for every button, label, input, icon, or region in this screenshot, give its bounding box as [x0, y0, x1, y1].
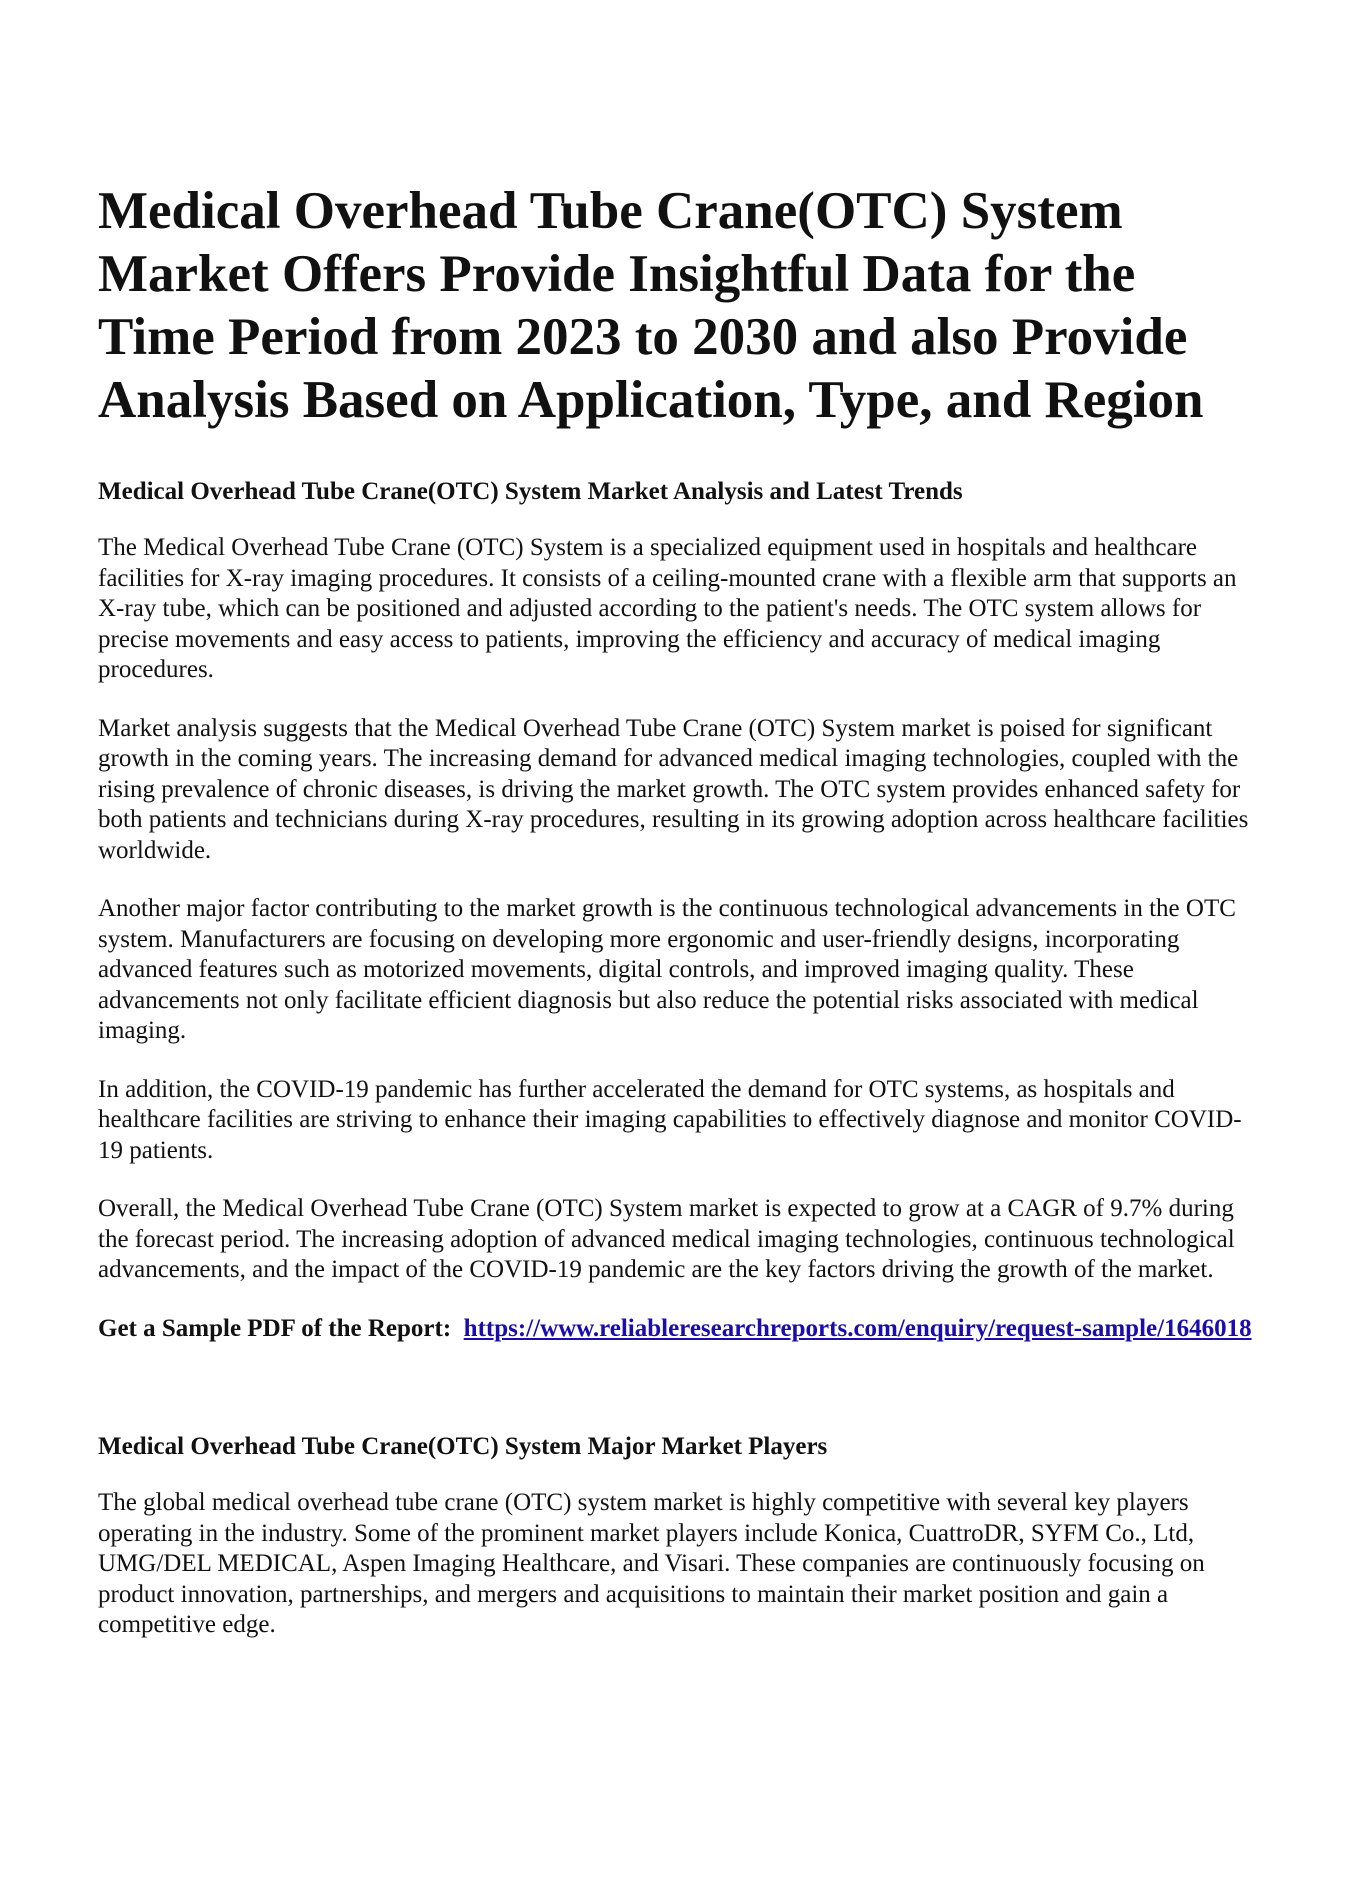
- sample-pdf-link[interactable]: https://www.reliableresearchreports.com/enquiry/request-sample/1646018: [463, 1314, 1252, 1342]
- paragraph-overview: The Medical Overhead Tube Crane (OTC) System is a specialized equipment used in hospitals and healthcare facilities for X-ray imaging procedures. It consists of a ceiling-mounted crane with a flexible arm that supports an X-ray tube, which can be positioned and adjusted according to the patient's needs. The OTC system allows for precise movements and easy access to patients, improving the efficiency and accuracy of medical imaging procedures.: [98, 534, 1237, 683]
- paragraph-market-players: The global medical overhead tube crane (OTC) system market is highly competitive with several key players operating in the industry. Some of the prominent market players include Konica, CuattroDR, SYFM Co., Ltd, UMG/DEL MEDICAL, Aspen Imaging Healthcare, and Visari. These companies are continuously focusing on product innovation, partnerships, and mergers and acquisitions to maintain their market position and gain a competitive edge.: [98, 1489, 1205, 1638]
- paragraph-cagr-summary: Overall, the Medical Overhead Tube Crane (OTC) System market is expected to grow at a CAGR of 9.7% during the forecast period. The increasing adoption of advanced medical imaging technologies, continuous technological advancements, and the impact of the COVID-19 pandemic are the key factors driving the growth of the market.: [98, 1195, 1235, 1283]
- document-page: [98, 180, 1258, 1641]
- page-title: Medical Overhead Tube Crane(OTC) System Market Offers Provide Insightful Data for the Time Period from 2023 to 2030 and also Provide Analysis Based on Application, Type, and Region: [98, 182, 1204, 429]
- paragraph-market-analysis: Market analysis suggests that the Medical Overhead Tube Crane (OTC) System market is poised for significant growth in the coming years. The increasing demand for advanced medical imaging technologies, coupled with the rising prevalence of chronic diseases, is driving the market growth. The OTC system provides enhanced safety for both patients and technicians during X-ray procedures, resulting in its growing adoption across healthcare facilities worldwide.: [98, 714, 1249, 864]
- paragraph-covid-impact: In addition, the COVID-19 pandemic has further accelerated the demand for OTC systems, as hospitals and healthcare facilities are striving to enhance their imaging capabilities to effectively diagnose and monitor COVID-19 patients.: [98, 1075, 1242, 1164]
- sample-pdf-line: [98, 1314, 1258, 1345]
- paragraph-technological-advancements: Another major factor contributing to the market growth is the continuous technological advancements in the OTC system. Manufacturers are focusing on developing more ergonomic and user-friendly designs, incorporating advanced features such as motorized movements, digital controls, and improved imaging quality. These advancements not only facilitate efficient diagnosis but also reduce the potential risks associated with medical imaging.: [98, 895, 1236, 1044]
- sample-pdf-label: Get a Sample PDF of the Report:: [98, 1314, 452, 1342]
- section-heading-market-players: Medical Overhead Tube Crane(OTC) System Major Market Players: [98, 1433, 828, 1460]
- section-heading-analysis: Medical Overhead Tube Crane(OTC) System Market Analysis and Latest Trends: [98, 478, 963, 505]
